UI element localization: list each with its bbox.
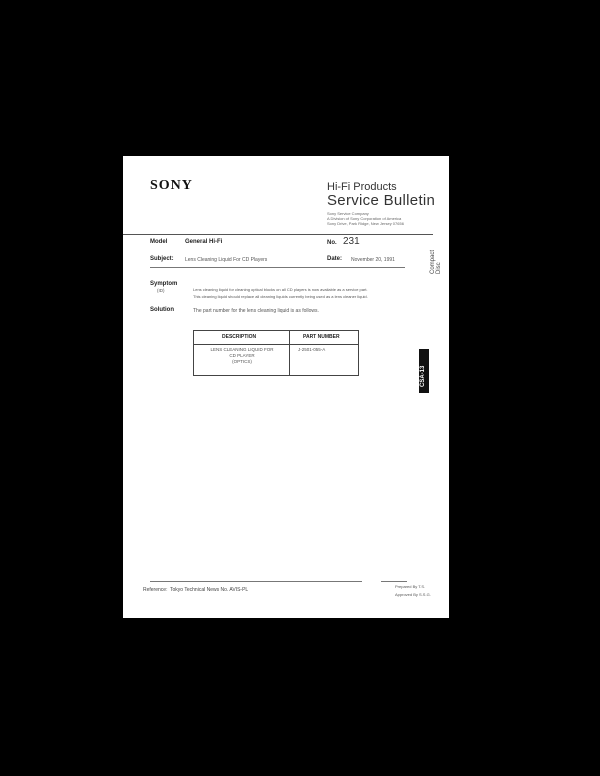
product-line: Hi-Fi Products [327, 181, 397, 193]
header-divider [123, 234, 433, 235]
bulletin-code-badge [419, 349, 429, 393]
bulletin-number: 231 [343, 236, 360, 247]
parts-table [193, 330, 359, 376]
symptom-text-1: Lens cleaning liquid for cleaning optical blocks on all CD players is now available as a service part. [193, 287, 368, 292]
address-line: Sony Drive, Park Ridge, New Jersey 07656 [327, 221, 404, 226]
model-value: General Hi-Fi [185, 239, 223, 245]
reference-label: Reference: [143, 587, 168, 593]
date-value: November 20, 1991 [351, 257, 395, 263]
approved-by: Approved By S.S.G. [395, 592, 431, 597]
table-divider [289, 330, 290, 375]
reference-value: Tokyo Technical News No. AVIS-PL [170, 587, 249, 593]
sony-logo: SONY [150, 178, 193, 193]
category-tab-text: Compact Disc [430, 249, 442, 274]
footer-divider-right [381, 581, 407, 582]
footer-divider [150, 581, 362, 582]
date-label: Date: [327, 256, 343, 262]
model-label: Model [150, 239, 168, 245]
row-description [198, 347, 286, 365]
column-header-part-number: PART NUMBER [303, 334, 340, 340]
bulletin-title: Service Bulletin [327, 192, 436, 209]
bulletin-code: CSA-13 [420, 365, 426, 387]
description-line: CD PLAYER [229, 353, 255, 358]
prepared-by: Prepared By T.S. [395, 584, 426, 589]
address-line: A Division of Sony Corporation of America [327, 216, 402, 221]
row-part-number: J-2501-055-A [298, 347, 326, 352]
address-line: Sony Service Company [327, 211, 369, 216]
symptom-text-2: This cleaning liquid should replace all cleaning liquids currently being used as a lens cleaner liquid. [193, 294, 368, 299]
fields-divider [150, 267, 405, 268]
address-block [327, 211, 404, 226]
column-header-description: DESCRIPTION [222, 334, 257, 340]
subject-value: Lens Cleaning Liquid For CD Players [185, 257, 268, 263]
number-label: No. [327, 240, 337, 246]
symptom-label: Symptom [150, 281, 178, 287]
bulletin-page [123, 156, 449, 618]
subject-label: Subject: [150, 256, 174, 262]
solution-text: The part number for the lens cleaning liquid is as follows. [193, 308, 319, 314]
description-line: (OPTICS) [232, 359, 252, 364]
solution-label: Solution [150, 307, 174, 313]
symptom-sub: (ID) [157, 288, 165, 293]
description-line: LENS CLEANING LIQUID FOR [210, 347, 274, 352]
